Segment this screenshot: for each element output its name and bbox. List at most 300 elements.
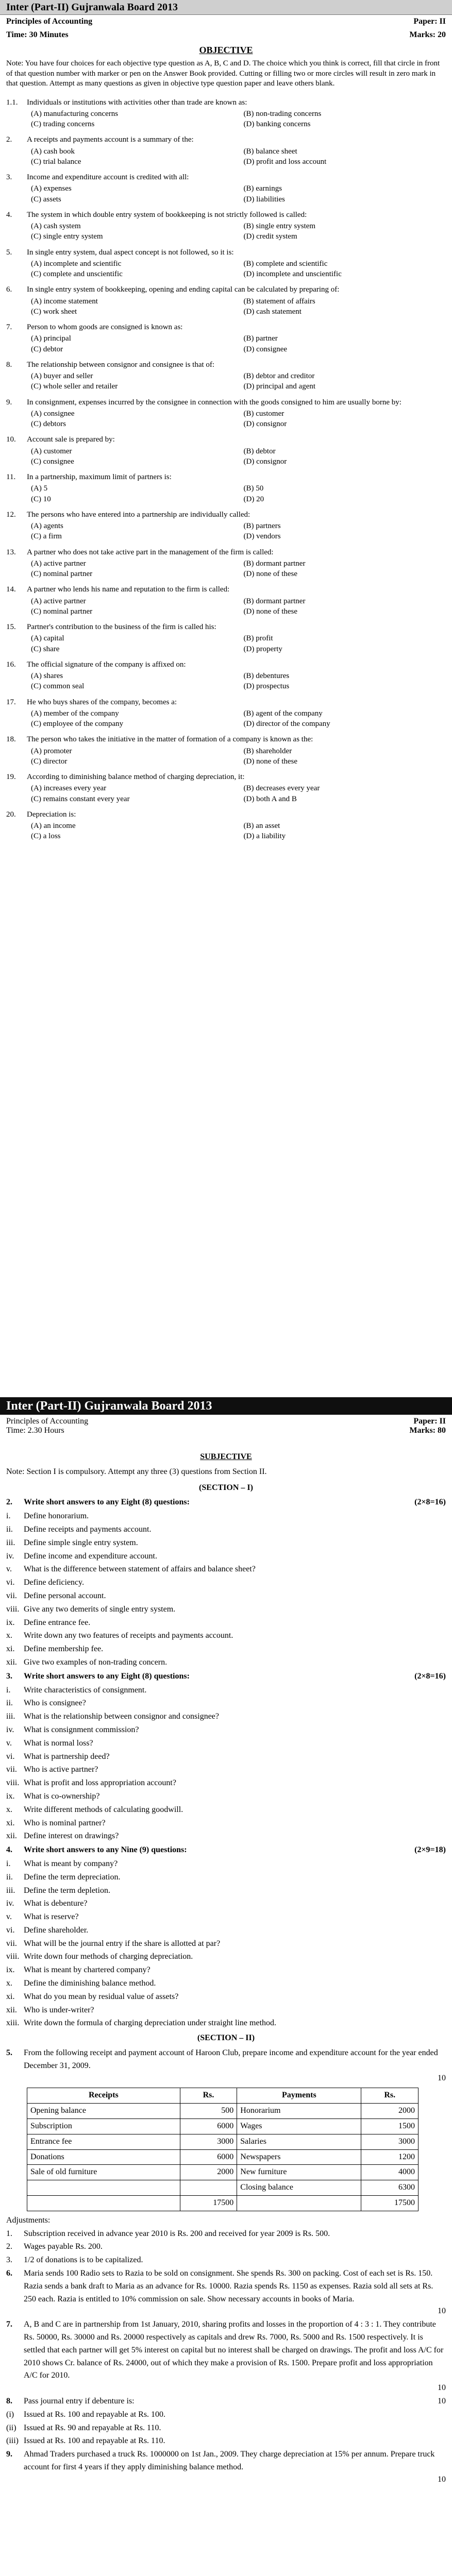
mcq-option: (C) share	[31, 645, 60, 653]
item-text: Wages payable Rs. 200.	[24, 2242, 103, 2251]
mcq-question-row	[6, 172, 446, 182]
short-question-item	[6, 1977, 446, 1990]
item-text: What is co-ownership?	[24, 1791, 100, 1801]
mcq-option: (D) none of these	[243, 607, 298, 616]
item-text: What is partnership deed?	[24, 1752, 110, 1761]
mcq-item	[6, 434, 446, 467]
item-text: What is debenture?	[24, 1899, 88, 1908]
question-8-marks: 10	[438, 2396, 446, 2405]
mcq-option: (D) none of these	[243, 757, 298, 766]
mcq-question-row	[6, 134, 446, 145]
mcq-question-row	[6, 622, 446, 632]
table-row	[27, 2134, 418, 2149]
mcq-option: (A) income statement	[31, 297, 98, 306]
mcq-option: (B) shareholder	[243, 747, 292, 755]
mcq-text: Individuals or institutions with activities other than trade are known as:	[27, 98, 247, 107]
item-numeral: xi.	[6, 1818, 15, 1827]
mcq-question-row	[6, 510, 446, 520]
mcq-option: (C) employee of the company	[31, 720, 124, 728]
question-3-items	[6, 1684, 446, 1843]
mcq-text: The system in which double entry system of bookkeeping is not strictly followed is called:	[27, 210, 307, 219]
mcq-option: (C) nominal partner	[31, 607, 93, 616]
question-4-items	[6, 1858, 446, 2030]
mcq-option: (C) remains constant every year	[31, 794, 130, 803]
item-numeral: ix.	[6, 1791, 15, 1801]
mcq-item	[6, 397, 446, 430]
mcq-text: According to diminishing balance method of charging depreciation, it:	[27, 773, 245, 781]
mcq-number: 15.	[6, 623, 16, 631]
mcq-options	[6, 409, 446, 430]
mcq-option: (C) whole seller and retailer	[31, 382, 118, 391]
item-text: Define the term depletion.	[24, 1886, 110, 1895]
mcq-options	[6, 296, 446, 317]
mcq-question-row	[6, 322, 446, 332]
question-5: 5. From the following receipt and payment account of Haroon Club, prepare income and expenditure account for the year ended December 31, 2009.	[6, 2048, 438, 2070]
mcq-option: (D) none of these	[243, 570, 298, 578]
item-text: Define entrance fee.	[24, 1618, 91, 1627]
item-text: Define income and expenditure account.	[24, 1551, 157, 1561]
question-8-items	[6, 2409, 446, 2448]
mcq-text: A receipts and payments account is a summary of the:	[27, 135, 194, 144]
mcq-option: (A) capital	[31, 634, 64, 643]
mcq-item	[6, 622, 446, 654]
item-text: Issued at Rs. 100 and repayable at Rs. 110.	[24, 2436, 165, 2446]
item-text: Write characteristics of consignment.	[24, 1685, 147, 1694]
mcq-text: Person to whom goods are consigned is known as:	[27, 323, 183, 331]
mcq-options	[6, 259, 446, 280]
question-9-marks: 10	[438, 2475, 446, 2484]
mcq-options	[6, 221, 446, 242]
item-numeral: i.	[6, 1685, 11, 1694]
adjustments-title: Adjustments:	[6, 2215, 51, 2225]
mcq-number: 19.	[6, 773, 16, 781]
mcq-number: 17.	[6, 698, 16, 706]
objective-heading: OBJECTIVE	[199, 45, 253, 55]
mcq-text: Account sale is prepared by:	[27, 435, 115, 444]
mcq-option: (A) promoter	[31, 747, 72, 755]
mcq-item	[6, 809, 446, 842]
mcq-option: (D) principal and agent	[243, 382, 316, 391]
objective-title-text: Inter (Part-II) Gujranwala Board 2013	[6, 1, 178, 13]
short-question-item	[6, 1684, 446, 1697]
table-row	[27, 2119, 418, 2134]
table-cell: Newspapers	[237, 2149, 361, 2165]
subjective-heading: SUBJECTIVE	[200, 1452, 252, 1461]
short-question-item	[6, 1804, 446, 1817]
mcq-question-row	[6, 247, 446, 258]
item-numeral: ii.	[6, 1872, 13, 1882]
item-numeral: ii.	[6, 1699, 13, 1708]
mcq-number: 13.	[6, 548, 16, 556]
short-question-item	[6, 1924, 446, 1937]
objective-time-row	[0, 28, 452, 42]
table-cell: New furniture	[237, 2165, 361, 2180]
mcq-number: 8.	[6, 360, 12, 369]
item-text: Issued at Rs. 100 and repayable at Rs. 100.	[24, 2410, 166, 2419]
mcq-options	[6, 671, 446, 692]
mcq-option: (C) complete and unscientific	[31, 270, 123, 278]
item-numeral: vii.	[6, 1591, 17, 1600]
mcq-option: (B) non-trading concerns	[243, 109, 322, 118]
mcq-option: (C) single entry system	[31, 232, 103, 241]
item-numeral: v.	[6, 1912, 12, 1922]
mcq-item	[6, 659, 446, 692]
mcq-option: (B) debtor and creditor	[243, 372, 315, 380]
item-numeral: vi.	[6, 1752, 15, 1761]
table-header-cell: Payments	[237, 2088, 361, 2104]
table-cell: Donations	[27, 2149, 180, 2165]
mcq-list	[0, 89, 452, 850]
question-9: 9. Ahmad Traders purchased a truck Rs. 1000000 on 1st Jan., 2009. They charge depreciation at 15% per annum. Prepare truck account for first 4 years if they apply diminishing balance method.	[6, 2450, 435, 2471]
mcq-text: He who buys shares of the company, becomes a:	[27, 698, 177, 706]
mcq-option: (A) 5	[31, 484, 48, 493]
mcq-text: In a partnership, maximum limit of partners is:	[27, 473, 172, 481]
mcq-item	[6, 97, 446, 130]
item-numeral: iii.	[6, 1886, 15, 1895]
mcq-options	[6, 596, 446, 617]
short-question-item	[6, 2409, 446, 2421]
mcq-option: (B) earnings	[243, 184, 282, 193]
item-text: What is the difference between statement of affairs and balance sheet?	[24, 1565, 256, 1574]
subjective-section	[0, 1450, 452, 2486]
item-text: What is meant by company?	[24, 1859, 118, 1868]
item-numeral: iv.	[6, 1551, 14, 1561]
mcq-option: (D) 20	[243, 495, 264, 503]
short-question-item	[6, 1577, 446, 1589]
short-question-item	[6, 1603, 446, 1616]
short-question-item	[6, 1897, 446, 1910]
mcq-option: (D) banking concerns	[243, 120, 311, 128]
item-numeral: (ii)	[6, 2423, 16, 2432]
mcq-number: 7.	[6, 323, 12, 331]
subjective-subheader	[0, 1415, 452, 1437]
mcq-option: (C) work sheet	[31, 307, 77, 316]
mcq-option: (A) an income	[31, 822, 76, 830]
table-cell	[27, 2196, 180, 2211]
mcq-option: (C) nominal partner	[31, 570, 93, 578]
item-numeral: iii.	[6, 1712, 15, 1721]
item-numeral: x.	[6, 1979, 12, 1988]
short-question-item	[6, 1885, 446, 1897]
mcq-option: (D) profit and loss account	[243, 157, 327, 166]
mcq-text: The official signature of the company is affixed on:	[27, 660, 186, 669]
subjective-note: Note: Section I is compulsory. Attempt any three (3) questions from Section II.	[6, 1467, 267, 1476]
mcq-options	[6, 783, 446, 804]
mcq-options	[6, 746, 446, 767]
mcq-item	[6, 172, 446, 205]
item-text: Define the term depreciation.	[24, 1872, 121, 1882]
item-numeral: 2.	[6, 2242, 12, 2251]
item-text: What is meant by chartered company?	[24, 1965, 150, 1975]
mcq-option: (A) cash book	[31, 147, 75, 156]
section-2-title: (SECTION – II)	[197, 2033, 255, 2043]
mcq-item	[6, 772, 446, 804]
short-question-item	[6, 2435, 446, 2448]
short-question-item	[6, 1751, 446, 1764]
table-cell	[237, 2196, 361, 2211]
table-cell: Salaries	[237, 2134, 361, 2149]
mcq-question-row	[6, 284, 446, 295]
mcq-number: 5.	[6, 248, 12, 257]
mcq-question-row	[6, 360, 446, 370]
mcq-option: (B) complete and scientific	[243, 259, 328, 268]
table-cell: 3000	[180, 2134, 237, 2149]
mcq-text: Income and expenditure account is credited with all:	[27, 173, 189, 181]
table-row	[27, 2196, 418, 2211]
item-numeral: xi.	[6, 1645, 15, 1654]
mcq-option: (B) an asset	[243, 822, 280, 830]
table-cell: 6000	[180, 2149, 237, 2165]
item-numeral: vi.	[6, 1925, 15, 1935]
adjustments-list	[6, 2228, 446, 2267]
mcq-option: (B) partners	[243, 522, 281, 530]
table-cell: Entrance fee	[27, 2134, 180, 2149]
objective-title-bar	[0, 0, 452, 15]
item-numeral: ix.	[6, 1965, 15, 1975]
objective-section	[0, 0, 452, 850]
table-header-cell: Receipts	[27, 2088, 180, 2104]
mcq-options	[6, 333, 446, 354]
table-row	[27, 2165, 418, 2180]
mcq-options	[6, 371, 446, 392]
subjective-paper: Paper: II	[413, 1417, 446, 1426]
item-text: Write different methods of calculating goodwill.	[24, 1805, 183, 1814]
mcq-option: (C) common seal	[31, 682, 85, 691]
mcq-text: A partner who lends his name and reputation to the firm is called:	[27, 585, 230, 594]
table-cell: 3000	[361, 2134, 418, 2149]
mcq-option: (D) consignee	[243, 345, 288, 353]
item-text: What is consignment commission?	[24, 1725, 139, 1734]
table-row	[27, 2149, 418, 2165]
mcq-option: (A) manufacturing concerns	[31, 109, 119, 118]
item-numeral: xiii.	[6, 2019, 20, 2028]
subjective-time: Time: 2.30 Hours	[6, 1426, 64, 1435]
mcq-item	[6, 284, 446, 317]
short-question-item	[6, 2422, 446, 2435]
mcq-option: (A) principal	[31, 334, 71, 343]
short-question-item	[6, 1697, 446, 1710]
short-question-item	[6, 1537, 446, 1550]
mcq-option: (D) cash statement	[243, 307, 302, 316]
table-cell: 2000	[180, 2165, 237, 2180]
table-cell: 6000	[180, 2119, 237, 2134]
item-text: Issued at Rs. 90 and repayable at Rs. 110.	[24, 2423, 161, 2432]
mcq-options	[6, 821, 446, 842]
mcq-option: (D) vendors	[243, 532, 281, 541]
short-question-item	[6, 1510, 446, 1523]
table-cell: 2000	[361, 2104, 418, 2119]
mcq-number: 16.	[6, 660, 16, 669]
item-numeral: viii.	[6, 1778, 20, 1788]
table-cell: Sale of old furniture	[27, 2165, 180, 2180]
objective-subject-row	[0, 15, 452, 28]
mcq-options	[6, 146, 446, 167]
mcq-option: (C) debtors	[31, 420, 66, 428]
short-question-item	[6, 1550, 446, 1563]
table-row	[27, 2104, 418, 2119]
table-header-cell: Rs.	[361, 2088, 418, 2104]
mcq-question-row	[6, 397, 446, 408]
mcq-number: 14.	[6, 585, 16, 594]
item-text: What do you mean by residual value of assets?	[24, 1992, 179, 2001]
table-cell: 500	[180, 2104, 237, 2119]
item-numeral: viii.	[6, 1604, 20, 1614]
short-question-item	[6, 1991, 446, 2004]
item-numeral: xi.	[6, 1992, 15, 2001]
short-question-item	[6, 1817, 446, 1830]
short-question-item	[6, 1858, 446, 1871]
objective-time: Time: 30 Minutes	[6, 30, 69, 39]
item-text: Define the diminishing balance method.	[24, 1979, 156, 1988]
mcq-option: (C) trial balance	[31, 157, 81, 166]
table-cell: Closing balance	[237, 2180, 361, 2196]
mcq-option: (A) member of the company	[31, 709, 119, 718]
mcq-question-row	[6, 659, 446, 670]
mcq-number: 1.1.	[6, 98, 18, 107]
mcq-number: 4.	[6, 210, 12, 219]
item-text: What is the relationship between consignor and consignee?	[24, 1712, 219, 1721]
table-cell: Subscription	[27, 2119, 180, 2134]
mcq-option: (A) active partner	[31, 597, 86, 605]
mcq-options	[6, 446, 446, 467]
mcq-text: Depreciation is:	[27, 810, 76, 819]
item-numeral: v.	[6, 1565, 12, 1574]
table-cell	[180, 2180, 237, 2196]
mcq-option: (D) a liability	[243, 832, 286, 841]
mcq-item	[6, 697, 446, 730]
mcq-option: (C) trading concerns	[31, 120, 95, 128]
item-text: Give any two demerits of single entry system.	[24, 1604, 176, 1614]
item-numeral: x.	[6, 1631, 12, 1640]
mcq-options	[6, 558, 446, 580]
table-cell: Wages	[237, 2119, 361, 2134]
item-text: Define shareholder.	[24, 1925, 89, 1935]
question-3: 3. Write short answers to any Eight (8) questions: (2×8=16)	[6, 1671, 446, 1681]
mcq-option: (D) consignor	[243, 457, 287, 466]
short-question-item	[6, 1523, 446, 1536]
mcq-option: (B) agent of the company	[243, 709, 323, 718]
mcq-option: (C) director	[31, 757, 68, 766]
question-6-marks: 10	[438, 2307, 446, 2316]
item-text: What will be the journal entry if the share is allotted at par?	[24, 1939, 221, 1948]
short-question-item	[6, 2241, 446, 2253]
item-text: Define honorarium.	[24, 1512, 89, 1521]
objective-note: Note: You have four choices for each objective type question as A, B, C and D. The choice which you think is correct, fill that circle in front of that question number with marker or pen on the Answer Book provided. Cutting or filling two or more circles will result in zero mark in that question. Attempt as many questions as given in objective type question paper and leave others blank.	[6, 59, 440, 88]
question-7-marks: 10	[438, 2383, 446, 2393]
mcq-option: (B) decreases every year	[243, 784, 320, 793]
mcq-number: 11.	[6, 473, 16, 481]
mcq-item	[6, 134, 446, 167]
mcq-item	[6, 734, 446, 767]
item-numeral: (iii)	[6, 2436, 19, 2446]
mcq-text: In single entry system of bookkeeping, opening and ending capital can be calculated by preparing of:	[27, 285, 340, 294]
mcq-item	[6, 510, 446, 542]
mcq-item	[6, 547, 446, 580]
item-text: What is profit and loss appropriation account?	[24, 1778, 176, 1788]
mcq-option: (C) debtor	[31, 345, 63, 353]
table-cell: 1500	[361, 2119, 418, 2134]
mcq-option: (B) single entry system	[243, 222, 316, 230]
mcq-option: (B) profit	[243, 634, 273, 643]
item-text: Who is under-writer?	[24, 2005, 94, 2014]
short-question-item	[6, 1590, 446, 1603]
item-text: Who is consignee?	[24, 1699, 86, 1708]
item-numeral: vii.	[6, 1765, 17, 1774]
table-header-row	[27, 2088, 418, 2104]
receipts-payments-table	[27, 2088, 446, 2211]
item-text: Define simple single entry system.	[24, 1538, 138, 1547]
table-cell: 6300	[361, 2180, 418, 2196]
item-numeral: x.	[6, 1805, 12, 1814]
mcq-option: (B) 50	[243, 484, 264, 493]
item-text: Who is nominal partner?	[24, 1818, 106, 1827]
item-numeral: xii.	[6, 1657, 17, 1667]
mcq-option: (B) statement of affairs	[243, 297, 315, 306]
mcq-number: 3.	[6, 173, 12, 181]
subjective-marks: Marks: 80	[409, 1426, 446, 1435]
item-text: Write down four methods of charging depreciation.	[24, 1952, 193, 1961]
mcq-text: In consignment, expenses incurred by the consignee in connection with the goods consigned to him are usually borne by:	[27, 398, 401, 406]
mcq-question-row	[6, 734, 446, 744]
mcq-option: (C) 10	[31, 495, 51, 503]
question-8: 8. Pass journal entry if debenture is: 10	[6, 2395, 446, 2408]
mcq-option: (C) assets	[31, 195, 61, 204]
mcq-option: (B) dormant partner	[243, 597, 306, 605]
mcq-number: 9.	[6, 398, 12, 406]
mcq-item	[6, 210, 446, 242]
mcq-option: (B) partner	[243, 334, 278, 343]
question-2: 2. Write short answers to any Eight (8) questions: (2×8=16)	[6, 1498, 446, 1507]
subjective-title-bar	[0, 1397, 452, 1415]
question-4: 4. Write short answers to any Nine (9) questions: (2×9=18)	[6, 1845, 446, 1855]
item-text: 1/2 of donations is to be capitalized.	[24, 2256, 143, 2265]
mcq-option: (A) incomplete and scientific	[31, 259, 122, 268]
mcq-option: (A) active partner	[31, 559, 86, 568]
short-question-item	[6, 2254, 446, 2267]
item-numeral: ii.	[6, 1524, 13, 1534]
mcq-question-row	[6, 772, 446, 782]
short-question-item	[6, 1911, 446, 1924]
mcq-text: The relationship between consignor and consignee is that of:	[27, 360, 215, 369]
table-cell: 4000	[361, 2165, 418, 2180]
mcq-number: 18.	[6, 735, 16, 744]
short-question-item	[6, 1617, 446, 1630]
mcq-option: (D) prospectus	[243, 682, 290, 691]
short-question-item	[6, 1790, 446, 1803]
mcq-item	[6, 360, 446, 392]
mcq-item	[6, 247, 446, 280]
mcq-option: (A) increases every year	[31, 784, 107, 793]
table-row	[27, 2180, 418, 2196]
mcq-option: (A) consignee	[31, 409, 75, 418]
section-1-title: (SECTION – I)	[199, 1483, 253, 1492]
mcq-question-row	[6, 210, 446, 220]
mcq-option: (C) consignee	[31, 457, 74, 466]
mcq-option: (C) a loss	[31, 832, 61, 841]
question-7: 7. A, B and C are in partnership from 1st January, 2010, sharing profits and losses in the proportion of 4 : 3 : 1. They contribute Rs. 50000, Rs. 30000 and Rs. 20000 respectively as capitals and drew Rs. 7000, Rs. 5000 and Rs. 1500 respectively. It is settled that each partner will get 5% interest on capital but no interest shall be charged on drawings. The profit and loss A/C for 2010 shows Cr. balance of Rs. 24000, out of which they make a provision of Rs. 1500. Prepare profit and loss appropriation A/C for 2010.	[6, 2320, 444, 2380]
short-question-item	[6, 1630, 446, 1642]
table-header-cell: Rs.	[180, 2088, 237, 2104]
mcq-option: (B) customer	[243, 409, 284, 418]
mcq-number: 6.	[6, 285, 12, 294]
item-text: What is normal loss?	[24, 1738, 93, 1748]
mcq-option: (B) debentures	[243, 672, 290, 680]
mcq-question-row	[6, 697, 446, 707]
short-question-item	[6, 1724, 446, 1737]
short-question-item	[6, 2017, 446, 2030]
mcq-question-row	[6, 547, 446, 557]
item-text: Define deficiency.	[24, 1578, 85, 1587]
